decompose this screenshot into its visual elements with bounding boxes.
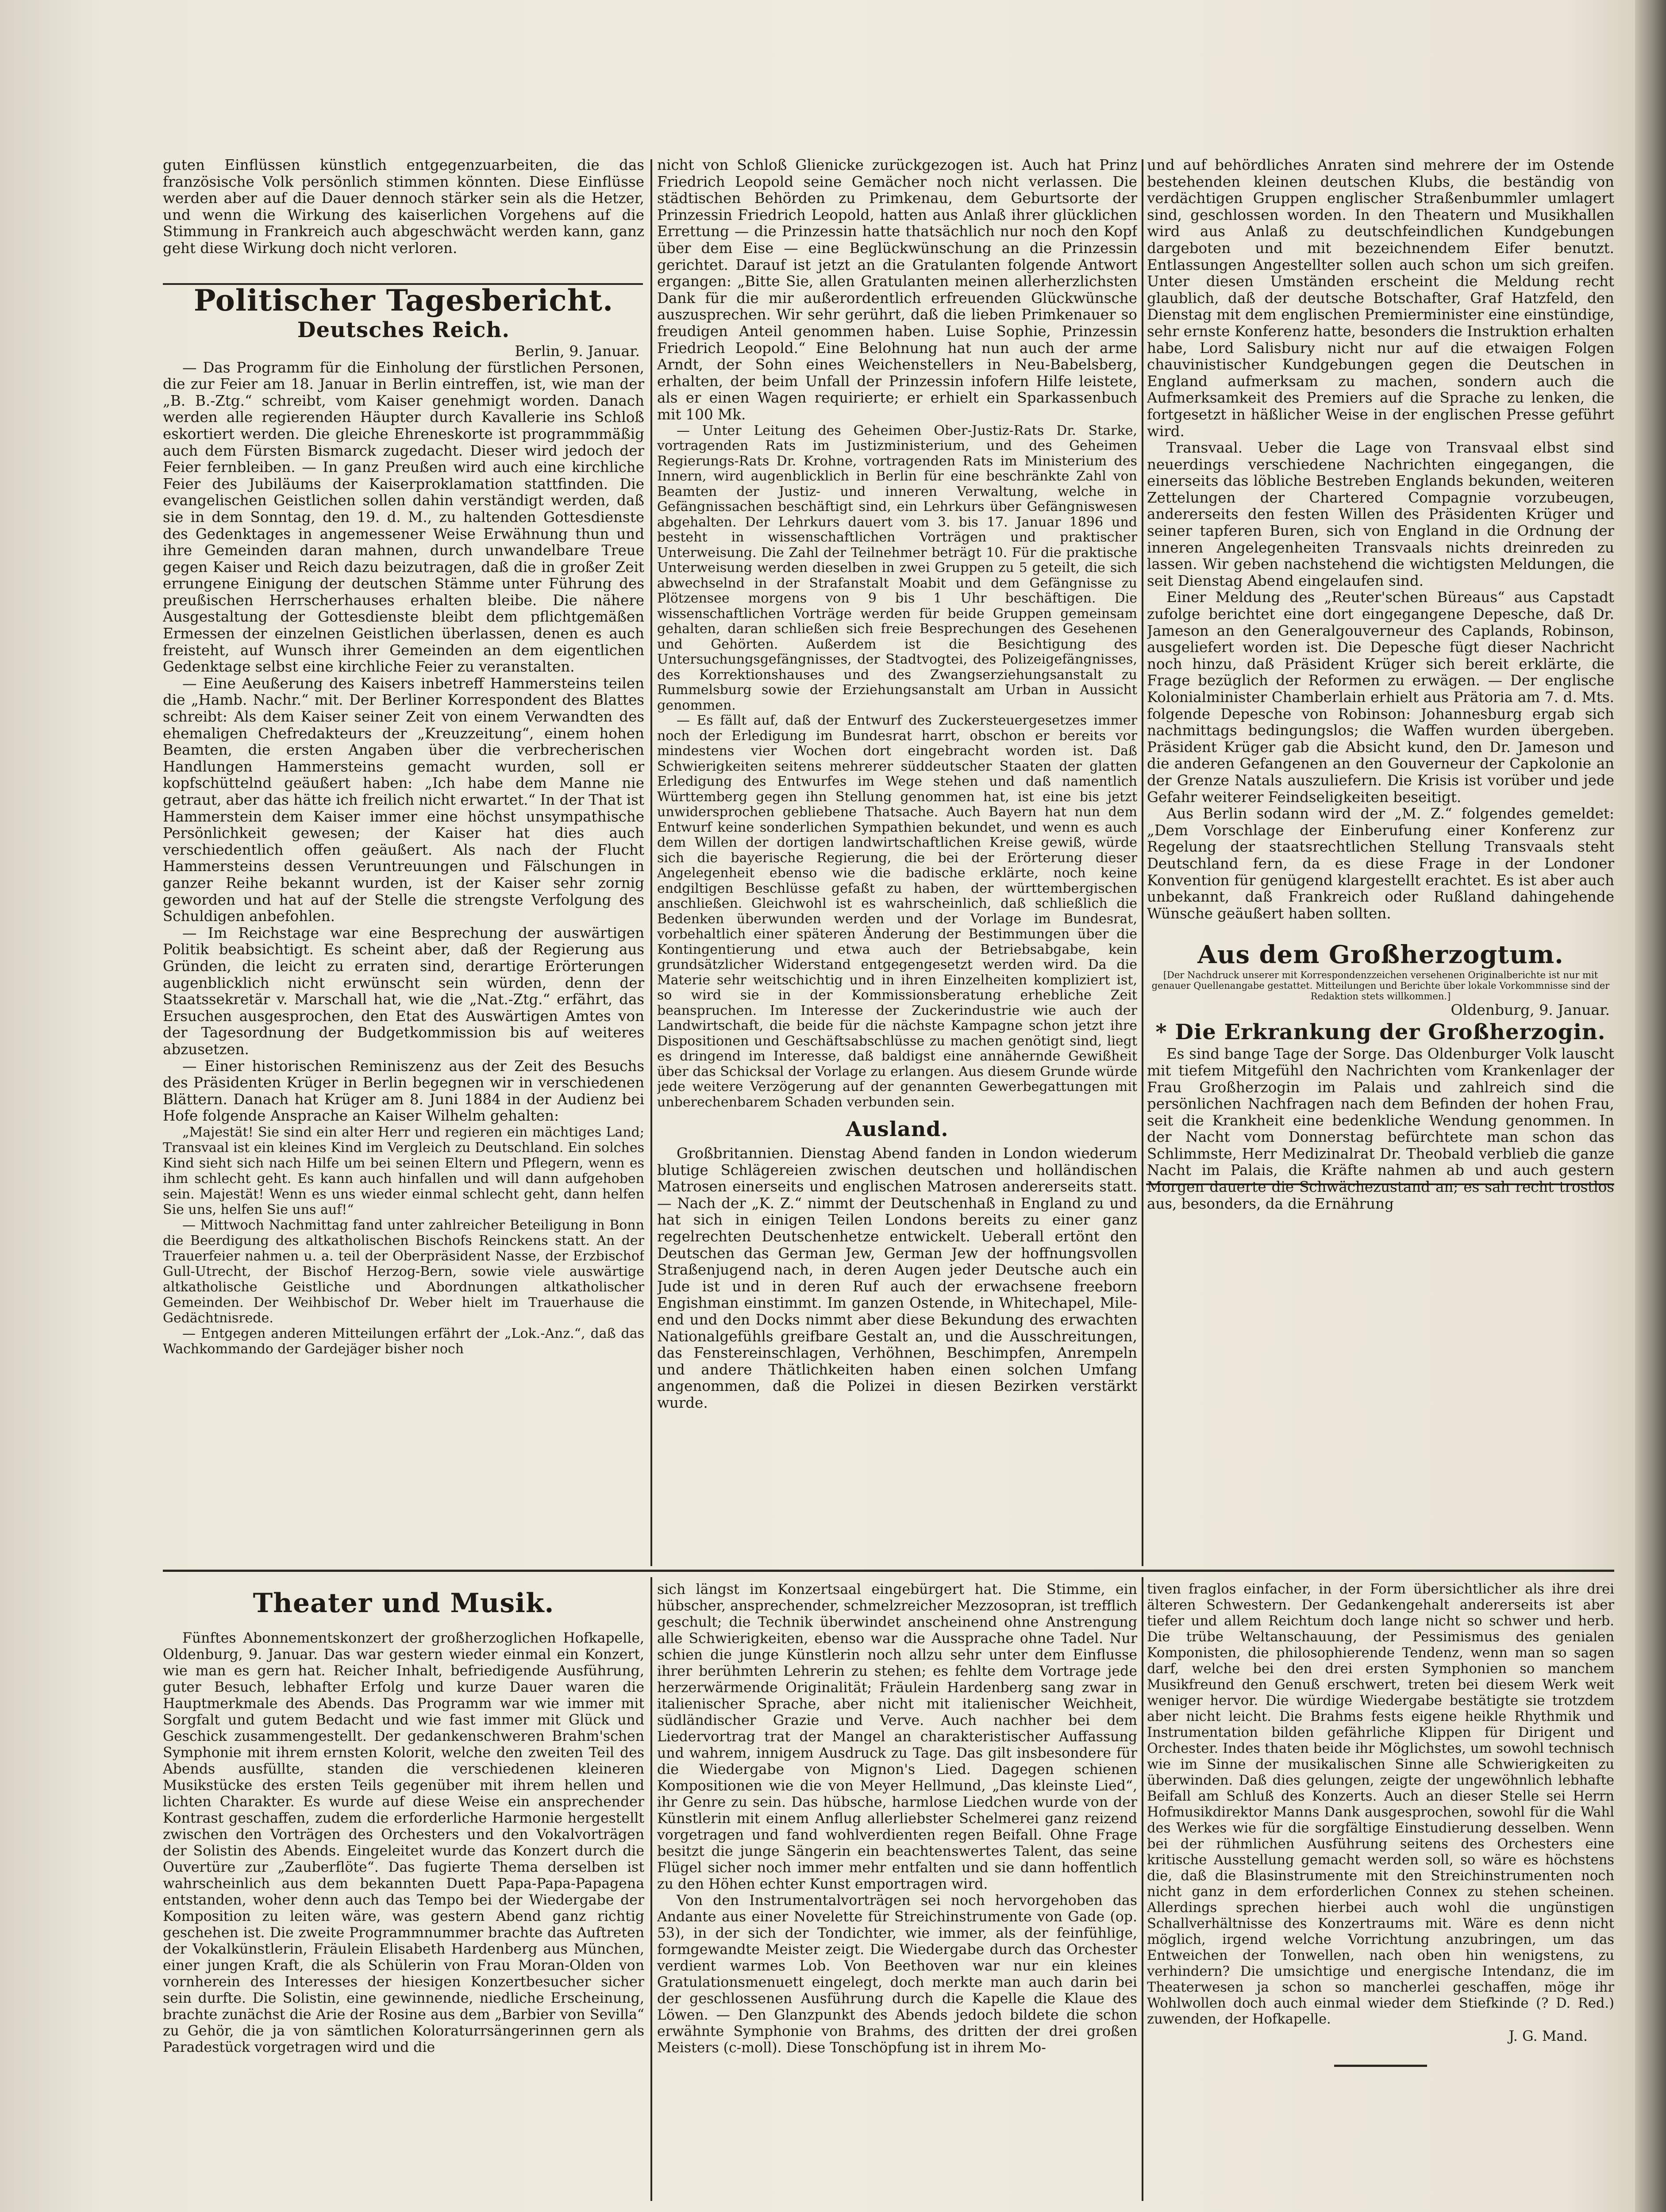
column-rule [650,1577,652,2201]
article-paragraph: — Das Programm für die Einholung der fürstlichen Personen, die zur Feier am 18. Januar in Berlin eintreffen, ist, wie man der „B. B.-Ztg.“ schreibt, vom Kaiser genehmigt worden. Danach werden alle regierenden Häupter durch Kavallerie ins Schloß eskortiert werden. Die gleiche Ehreneskorte ist programmmäßig auch dem Fürsten Bismarck zugedacht. Dieser wird jedoch der Feier fernbleiben. — In ganz Preußen wird auch eine kirchliche Feier des Jubiläums der Kaiserproklamation stattfinden. Die evangelischen Geistlichen sollen dahin verständigt werden, daß sie in dem Sonntag, den 19. d. M., zu haltenden Gottesdienste des Gedenktages in angemessener Weise Erwähnung thun und ihre Gemeinden daran mahnen, durch unwandelbare Treue gegen Kaiser und Reich dazu beizutragen, daß die in großer Zeit errungene Einigung der deutschen Stämme unter Führung des preußischen Herrscherhauses erhalten bleibe. Die nähere Ausgestaltung der Gottesdienste bleibt dem pflichtgemäßen Ermessen der einzelnen Geistlichen überlassen, denen es auch freisteht, auf Wunsch ihrer Gemeinden an dem eigentlichen Gedenktage selbst eine kirchliche Feier zu veranstalten. [163,359,644,676]
reprint-note: [Der Nachdruck unserer mit Korrespondenzzeichen versehenen Originalberichte ist nur mit genauer Quellenangabe gestattet. Mitteilungen und Berichte über lokale Vorkommnisse sind der Redaktion stets willkommen.] [1151,970,1610,1002]
article-paragraph: Transvaal. Ueber die Lage von Transvaal elbst sind neuerdings verschiedene Nachrichten eingegangen, die einerseits das löbliche Bestreben Englands bekunden, weiteren Zettelungen der Chartered Compagnie vorzubeugen, andererseits den festen Willen des Präsidenten Krüger und seiner tapferen Buren, sich von England in die Ordnung der inneren Angelegenheiten Transvaals nichts dreinreden zu lassen. Wir geben nachstehend die wichtigsten Meldungen, die seit Dienstag Abend eingelaufen sind. [1147,439,1614,589]
article-paragraph: — Einer historischen Reminiszenz aus der Zeit des Besuchs des Präsidenten Krüger in Berlin begegnen wir in verschiedenen Blättern. Danach hat Krüger am 8. Juni 1884 in der Audienz bei Hofe folgende Ansprache an Kaiser Wilhelm gehalten: [163,1057,644,1125]
article-paragraph: und auf behördliches Anraten sind mehrere der im Ostende bestehenden kleinen deutschen Klubs, die beständig von verdächtigen Gruppen englischer Straßenbummler umlagert sind, geschlossen worden. In den Theatern und Musikhallen wird aus Anlaß zu deutschfeindlichen Kundgebungen dargeboten und mit bezeichnendem Eifer benutzt. Entlassungen Angestellter sollen auch schon um sich greifen. Unter diesen Umständen erscheint die Meldung recht glaublich, daß der deutsche Botschafter, Graf Hatzfeld, den Dienstag mit dem englischen Premierminister eine einstündige, sehr ernste Konferenz hatte, besonders die Instruktion erhalten habe, Lord Salisbury nicht nur auf die etwaigen Folgen chauvinistischer Kundgebungen gegen die Deutschen in England aufmerksam zu machen, sondern auch die Aufmerksamkeit des Premiers auf die Sprache zu lenken, die fortgesetzt in häßlicher Weise in der englischen Presse geführt wird. [1147,157,1614,440]
column-right [1147,157,1614,1566]
theater-column-2 [657,1582,1137,2201]
intro-paragraph: guten Einflüssen künstlich entgegenzuarbeiten, die das französische Volk persönlich stimmen könnten. Diese Einflüsse werden aber auf die Dauer dennoch stärker sein als die Hetzer, und wenn die Wirkung des kaiserlichen Vorgehens auf die Stimmung in Frankreich auch abgeschwächt werden kann, ganz geht diese Wirkung doch nicht verloren. [163,157,644,257]
section-title: Aus dem Großherzogtum. [1197,940,1564,970]
article-paragraph: — Mittwoch Nachmittag fand unter zahlreicher Beteiligung in Bonn die Beerdigung des altkatholischen Bischofs Reinckens statt. An der Trauerfeier nahmen u. a. teil der Oberpräsident Nasse, der Erzbischof Gull-Utrecht, der Bischof Herzog-Bern, sowie viele auswärtige altkatholische Geistliche und Abordnungen altkatholischer Gemeinden. Der Weihbischof Dr. Weber hielt im Trauerhause die Gedächtnisrede. [163,1217,644,1326]
review-paragraph: tiven fraglos einfacher, in der Form übersichtlicher als ihre drei älteren Schwestern. Der Gedankengehalt andererseits ist aber tiefer und allem Reichtum doch lange nicht so schwer und herb. Die trübe Weltanschauung, der Pessimismus des genialen Komponisten, die philosophierende Tendenz, wenn man so sagen darf, welche bei den drei ersten Symphonien so manchem Musikfreund den Genuß erschwert, treten bei diesem Werk weit weniger hervor. Die würdige Wiedergabe bestätigte sie trotzdem aber nicht leicht. Die Brahms fests eigene heikle Rhythmik und Instrumentation bilden gefährliche Klippen für Dirigent und Orchester. Indes thaten beide ihr Möglichstes, um sowohl technisch wie im Sinne der musikalischen Sinne alle Schwierigkeiten zu überwinden. Daß dies gelungen, zeigte der ungewöhnlich lebhafte Beifall am Schluß des Konzerts. Auch an dieser Stelle sei Herrn Hofmusikdirektor Manns Dank ausgesprochen, sowohl für die Wahl des Werkes wie für die sorgfältige Einstudierung desselben. Wenn bei der rühmlichen Ausführung seitens des Orchesters eine kritische Ausstellung gemacht werden soll, so wäre es höchstens die, daß die Blasinstrumente mit den Streichinstrumenten noch nicht ganz in dem erforderlichen Connex zu stehen scheinen. Allerdings sprechen hierbei auch wohl die ungünstigen Schallverhältnisse des Konzertraums mit. Wäre es denn nicht möglich, irgend welche Vorrichtung anzubringen, um das Entweichen der Tonwellen, nach oben hin wenigstens, zu verhindern? Die umsichtige und energische Intendanz, die im Theaterwesen ja schon so mancherlei geschaffen, möge ihr Wohlwollen doch auch einmal wieder dem Stiefkinde (? D. Red.) zuwenden, der Hofkapelle. [1147,1582,1614,2027]
theater-column-3 [1147,1582,1614,2201]
article-paragraph: Einer Meldung des „Reuter'schen Büreaus“ aus Capstadt zufolge berichtet eine dort eingegangene Depesche, daß Dr. Jameson an den Generalgouverneur des Caplands, Robinson, ausgeliefert worden ist. Die Depesche fügt dieser Nachricht noch hinzu, daß Präsident Krüger sich bereit erklärte, die Frage bezüglich der Reformen zu erwägen. — Der englische Kolonialminister Chamberlain erhielt aus Prätoria am 7. d. Mts. folgende Depesche von Robinson: Johannesburg ergab sich nachmittags bedingungslos; die Waffen wurden übergeben. Präsident Krüger gab die Absicht kund, den Dr. Jameson und die anderen Gefangenen an den Gouverneur der Capkolonie an der Grenze Natals auszuliefern. Die Krisis ist vorüber und jede Gefahr weiterer Feindseligkeiten beseitigt. [1147,589,1614,806]
article-paragraph: — Entgegen anderen Mitteilungen erfährt der „Lok.-Anz.“, daß das Wachkommando der Gardejäger bisher noch [163,1325,644,1357]
review-paragraph: Von den Instrumentalvorträgen sei noch hervorgehoben das Andante aus einer Novelette für Streichinstrumente von Gade (op. 53), in der sich der Tondichter, wie immer, als der feinfühlige, formgewandte Meister zeigt. Die Wiedergabe durch das Orchester verdient warmes Lob. Von Beethoven war nur ein kleines Gratulationsmenuett eingelegt, doch merkte man auch darin bei der geschlossenen Ausführung durch die Kapelle die Klaue des Löwen. — Den Glanzpunkt des Abends jedoch bildete die schon erwähnte Symphonie von Brahms, des dritten der drei großen Meisters (c-moll). Diese Tonschöpfung ist in ihrem Mo- [657,1893,1137,2056]
section-title: Politischer Tagesbericht. [193,283,614,318]
subsection-title: Deutsches Reich. [297,317,510,342]
section-title: Ausland. [846,1117,949,1141]
column-left [163,157,644,1566]
end-rule [1334,2065,1427,2067]
review-paragraph: sich längst im Konzertsaal eingebürgert hat. Die Stimme, ein hübscher, ansprechender, schmelzreicher Mezzosopran, ist trefflich geschult; die Technik überwindet anscheinend ohne Anstrengung alle Schwierigkeiten, ebenso war die Aussprache ohne Tadel. Nur schien die junge Künstlerin noch allzu sehr unter dem Einflusse ihrer berühmten Lehrerin zu stehen; es fehlte dem Vortrage jede herzerwärmende Originalität; Fräulein Hardenberg sang zwar in italienischer Sprache, aber nicht mit italienischer Weichheit, südländischer Grazie und Verve. Auch nachher bei dem Liedervortrag trat der Mangel an charakteristischer Auffassung und wahrem, innigem Ausdruck zu Tage. Das gilt insbesondere für die Wiedergabe von Mignon's Lied. Dagegen schienen Kompositionen wie die von Meyer Hellmund, „Das kleinste Lied“, ihr Genre zu sein. Das hübsche, harmlose Liedchen wurde von der Künstlerin mit einem Anflug allerliebster Schelmerei ganz reizend vorgetragen und fand wohlverdienten regen Beifall. Ohne Frage besitzt die junge Sängerin ein beachtenswertes Talent, das seine Flügel sicher noch immer mehr entfalten und sie dann hoffentlich zu den Höhen echter Kunst emportragen wird. [657,1582,1137,1892]
article-paragraph: Großbritannien. Dienstag Abend fanden in London wiederum blutige Schlägereien zwischen deutschen und holländischen Matrosen einerseits und englischen Matrosen andererseits statt. — Nach der „K. Z.“ nimmt der Deutschenhaß in England zu und hat sich in einigen Teilen Londons bereits zu einer ganz regelrechten Deutschenhetze entwickelt. Ueberall ertönt den Deutschen das German Jew, German Jew der hoffnungsvollen Straßenjugend nach, in deren Augen jeder Deutsche auch ein Jude ist und in deren Ruf auch der erwachsene freeborn Engishman einstimmt. Im ganzen Ostende, in Whitechapel, Mile-end und den Docks nimmt aber diese Bekundung des erwachten Nationalgefühls greifbare Gestalt an, und die Ausschreitungen, das Fenstereinschlagen, Verhöhnen, Beschimpfen, Anrempeln und andere Thätlichkeiten haben einen solchen Umfang angenommen, daß die Polizei in diesen Bezirken verstärkt wurde. [657,1145,1137,1411]
review-paragraph: Fünftes Abonnementskonzert der großherzoglichen Hofkapelle, Oldenburg, 9. Januar. Das war gestern wieder einmal ein Konzert, wie man es gern hat. Reicher Inhalt, befriedigende Ausführung, guter Besuch, lebhafter Erfolg und kurze Dauer waren die Hauptmerkmale des Abends. Das Programm war wie immer mit Sorgfalt und gutem Bedacht und wie fast immer mit Glück und Geschick zusammengestellt. Der gedankenschweren Brahm'schen Symphonie mit ihrem ernsten Kolorit, welche den zweiten Teil des Abends ausfüllte, standen die verschiedenen kleineren Musikstücke des ersten Teils gegenüber mit ihrem hellen und lichten Charakter. Es wurde auf diese Weise ein ansprechender Kontrast geschaffen, zudem die erforderliche Harmonie hergestellt zwischen den Vorträgen des Orchesters und den Vokalvorträgen der Solistin des Abends. Eingeleitet wurde das Konzert durch die Ouvertüre zur „Zauberflöte“. Das fugierte Thema derselben ist wahrscheinlich aus dem bekannten Duett Papa-Papa-Papagena entstanden, woher denn auch das Tempo bei der Wiedergabe der Komposition zu leiten wäre, was gestern Abend ganz richtig geschehen ist. Die zweite Programmnummer brachte das Auftreten der Vokalkünstlerin, Fräulein Elisabeth Hardenberg aus München, einer jungen Kraft, die als Schülerin von Frau Moran-Olden von vornherein des Interesses der hiesigen Konzertbesucher sicher sein durfte. Die Solistin, eine gewinnende, niedliche Erscheinung, brachte zunächst die Arie der Rosine aus dem „Barbier von Sevilla“ zu Gehör, die ja von sämtlichen Koloraturrsängerinnen gern als Paradestück vorgetragen wird und die [163,1630,644,2055]
column-rule [1142,1577,1143,2201]
column-rule [650,159,652,1566]
article-paragraph: nicht von Schloß Glienicke zurückgezogen ist. Auch hat Prinz Friedrich Leopold seine Gemächer noch nicht verlassen. Die städtischen Behörden zu Primkenau, dem Geburtsorte der Prinzessin Friedrich Leopold, hatten aus Anlaß ihrer glücklichen Errettung — die Prinzessin hatte thatsächlich nur noch den Kopf über dem Eise — eine Beglückwünschung an die Prinzessin gerichtet. Darauf ist jetzt an die Gratulanten folgende Antwort ergangen: „Bitte Sie, allen Gratulanten meinen allerherzlichsten Dank für die mir außerordentlich erfreuenden Glückwünsche auszusprechen. Wir sehr gerührt, daß die lieben Primkenauer so freudigen Anteil genommen haben. Luise Sophie, Prinzessin Friedrich Leopold.“ Eine Belohnung hat nun auch der arme Arndt, der Sohn eines Weichenstellers in Neu-Babelsberg, erhalten, der beim Unfall der Prinzessin infofern Hilfe leistete, als er einen Wagen requirierte; er erhielt ein Sparkassenbuch mit 100 Mk. [657,157,1137,423]
article-paragraph: Es sind bange Tage der Sorge. Das Oldenburger Volk lauscht mit tiefem Mitgefühl den Nachrichten vom Krankenlager der Frau Großherzogin im Palais und zahlreich sind die persönlichen Nachfragen nach dem Befinden der hohen Frau, seit die Krankheit eine bedenkliche Wendung genommen. In der Nacht vom Donnerstag befürchtete man schon das Schlimmste, Herr Medizinalrat Dr. Theobald verblieb die ganze Nacht im Palais, die Kräfte nahmen ab und auch gestern Morgen dauerte die Schwächezustand an; es sah recht trostlos aus, besonders, da die Ernährung [1147,1045,1614,1212]
quote-paragraph: „Majestät! Sie sind ein alter Herr und regieren ein mächtiges Land; Transvaal ist ein kleines Kind im Vergleich zu Deutschland. Ein solches Kind sieht sich nach Hilfe um bei seinen Eltern und Pflegern, wenn es ihm schlecht geht. Es kann auch hinfallen und will dann aufgehoben sein. Majestät! Wenn es uns wieder einmal schlecht geht, dann helfen Sie uns, helfen Sie uns auf!“ [163,1124,644,1217]
article-paragraph: — Im Reichstage war eine Besprechung der auswärtigen Politik beabsichtigt. Es scheint aber, daß der Regierung aus Gründen, die leicht zu erraten sind, derartige Erörterungen augenblicklich nicht erwünscht sein würden, denn der Staatssekretär v. Marschall hat, wie die „Nat.-Ztg.“ erfährt, das Ersuchen ausgesprochen, den Etat des Auswärtigen Amtes von der Tagesordnung der Budgetkommission bis auf weiteres abzusetzen. [163,924,644,1058]
author-signature: J. G. Mand. [1508,2028,1588,2044]
column-middle [657,157,1137,1566]
article-title: * Die Erkrankung der Großherzogin. [1155,1020,1606,1045]
article-paragraph: — Eine Aeußerung des Kaisers inbetreff Hammersteins teilen die „Hamb. Nachr.“ mit. Der Berliner Korrespondent des Blattes schreibt: Als dem Kaiser seiner Zeit von einem Verwandten des ehemaligen Chefredakteurs der „Kreuzzeitung“, einem hohen Beamten, die ersten Angaben über die verbrecherischen Handlungen Hammersteins gemacht wurden, soll er kopfschüttelnd geäußert haben: „Ich habe dem Manne nie getraut, aber das hätte ich freilich nicht erwartet.“ In der That ist Hammerstein dem Kaiser immer eine höchst unsympathische Persönlichkeit gewesen; der Kaiser hat dies auch verschiedentlich offen geäußert. Als nach der Flucht Hammersteins dessen Veruntreuungen und Fälschungen in ganzer Reihe bekannt wurden, ist der Kaiser sehr zornig geworden und hat auf der Stelle die strengste Verfolgung des Schuldigen anbefohlen. [163,675,644,925]
section-title: Theater und Musik. [253,1588,554,1619]
dateline: Oldenburg, 9. Januar. [1451,1001,1610,1019]
column-rule [1142,159,1143,1566]
page-edge-shadow [1635,0,1666,2212]
article-paragraph: — Es fällt auf, daß der Entwurf des Zuckersteuergesetzes immer noch der Erledigung im Bundesrat harrt, obschon er bereits vor mindestens vier Wochen dort eingebracht worden ist. Daß Schwierigkeiten seitens mehrerer süddeutscher Staaten der glatten Erledigung des Entwurfes im Wege stehen und daß namentlich Württemberg gegen ihn Stellung genommen hat, ist eine bis jetzt unwidersprochen gebliebene Thatsache. Auch Bayern hat nun dem Entwurf keine sonderlichen Sympathien bekundet, und wenn es auch dem Willen der dortigen landwirtschaftlichen Kreise gewiß, würde sich die bayerische Regierung, die bei der Erörterung dieser Angelegenheit ebenso wie die badische erklärte, noch keine endgiltigen Beschlüsse gefaßt zu haben, der württembergischen anschließen. Gleichwohl ist es wahrscheinlich, daß schließlich die Bedenken überwunden werden und der Vorlage im Bundesrat, vorbehaltlich einer späteren Änderung der Bestimmungen über die Kontingentierung und etwa auch der Betriebsabgabe, kein grundsätzlicher Widerstand entgegengesetzt werden wird. Da die Materie sehr weitschichtig und in ihren Einzelheiten kompliziert ist, so wird sie in der Kommissionsberatung erhebliche Zeit beanspruchen. Im Interesse der Zuckerindustrie wie auch der Landwirtschaft, die beide für die nächste Kampagne schon jetzt ihre Dispositionen und Geschäftsabschlüsse zu machen genötigt sind, liegt es dringend im Interesse, daß baldigst eine annähernde Gewißheit über das Schicksal der Vorlage zu erlangen. Aus diesem Grunde würde jede weitere Verzögerung auf der genannten Gewerbegattungen mit unberechenbarem Schaden verbunden sein. [657,713,1137,1110]
theater-column-1 [163,1586,644,2201]
article-paragraph: — Unter Leitung des Geheimen Ober-Justiz-Rats Dr. Starke, vortragenden Rats im Justizministerium, und des Geheimen Regierungs-Rats Dr. Krohne, vortragenden Rats im Ministerium des Innern, wird augenblicklich in Berlin für eine beschränkte Zahl von Beamten der Justiz- und inneren Verwaltung, welche in Gefängnissachen beschäftigt sind, ein Lehrkurs über Gefängniswesen abgehalten. Der Lehrkurs dauert vom 3. bis 17. Januar 1896 und besteht in wissenschaftlichen Vorträgen und praktischer Unterweisung. Die Zahl der Teilnehmer beträgt 10. Für die praktische Unterweisung werden dieselben in zwei Gruppen zu 5 geteilt, die sich abwechselnd in der Strafanstalt Moabit und dem Gefängnisse zu Plötzensee morgens von 9 bis 1 Uhr beschäftigen. Die wissenschaftlichen Vorträge werden für beide Gruppen gemeinsam gehalten, daran schließen sich freie Besprechungen des Gesehenen und Gehörten. Außerdem ist die Besichtigung des Untersuchungsgefängnisses, der Stadtvogtei, des Polizeigefängnisses, des Korrektionshauses und des Zwangserziehungsanstalt zu Rummelsburg sowie der Erziehungsanstalt am Urban in Aussicht genommen. [657,422,1137,713]
dateline: Berlin, 9. Januar. [515,342,640,360]
article-paragraph: Aus Berlin sodann wird der „M. Z.“ folgendes gemeldet: „Dem Vorschlage der Einberufung einer Konferenz zur Regelung der staatsrechtlichen Stellung Transvaals steht Deutschland fern, da es diese Frage in der Londoner Konvention für genügend klargestellt erachtet. Es ist aber auch unbekannt, daß Frankreich oder Rußland dahingehende Wünsche geäußert haben sollten. [1147,805,1614,922]
horizontal-rule [163,1570,1614,1572]
